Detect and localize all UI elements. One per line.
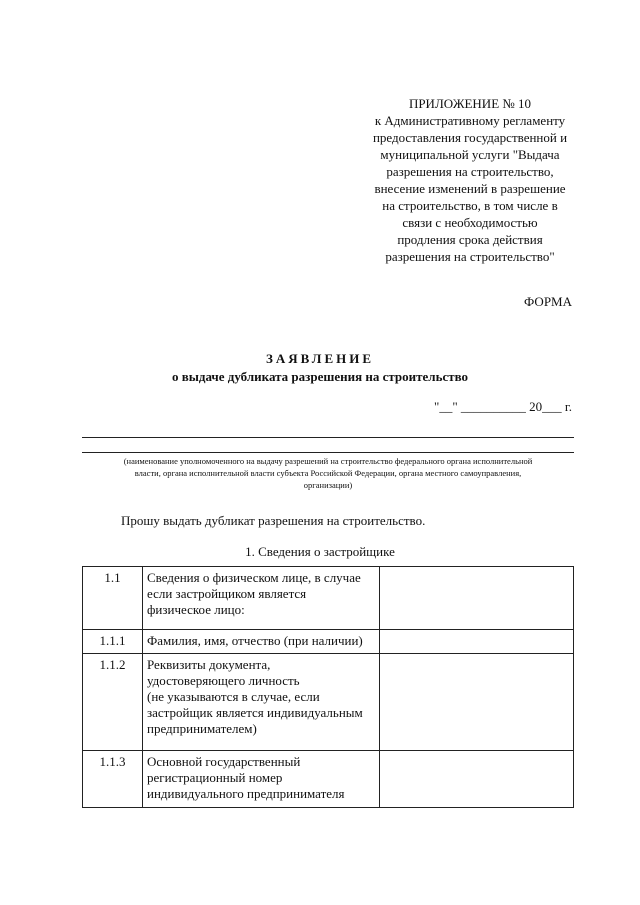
authority-line-1[interactable]	[82, 437, 574, 438]
row-number: 1.1.2	[83, 654, 143, 751]
document-subtitle: о выдаче дубликата разрешения на строительство	[171, 369, 469, 384]
row-description-line: предпринимателем)	[147, 721, 257, 736]
authority-line-2[interactable]	[82, 452, 574, 453]
row-description-line: если застройщиком является	[147, 586, 307, 601]
appendix-line: связи с необходимостью	[402, 215, 538, 230]
appendix-line: на строительство, в том числе в	[382, 198, 558, 213]
appendix-line: ПРИЛОЖЕНИЕ № 10	[408, 96, 532, 111]
form-label: ФОРМА	[524, 294, 572, 309]
row-description-line: удостоверяющего личность	[147, 673, 300, 688]
authority-caption-line: власти, органа исполнительной власти субъекта Российской Федерации, органа местного самоуправления,	[134, 468, 522, 478]
row-value-field[interactable]	[380, 567, 574, 630]
appendix-line: предоставления государственной и	[372, 130, 568, 145]
row-description-line: Реквизиты документа,	[147, 657, 271, 672]
table-row	[83, 654, 574, 751]
appendix-line: к Административному регламенту	[374, 113, 566, 128]
table-row	[83, 567, 574, 630]
row-description-line: Фамилия, имя, отчество (при наличии)	[147, 633, 363, 648]
row-description	[143, 567, 380, 630]
row-description-line: регистрационный номер	[147, 770, 283, 785]
row-value-field[interactable]	[380, 751, 574, 808]
document-title: ЗАЯВЛЕНИЕ	[265, 351, 375, 366]
table-row	[83, 751, 574, 808]
appendix-line: муниципальной услуги "Выдача	[380, 147, 560, 162]
row-description-line: (не указываются в случае, если	[147, 689, 320, 704]
section-title: 1. Сведения о застройщике	[245, 544, 395, 559]
row-description-line: индивидуального предпринимателя	[147, 786, 345, 801]
appendix-line: разрешения на строительство"	[385, 249, 555, 264]
row-description-line: Основной государственный	[147, 754, 301, 769]
row-number: 1.1.3	[83, 751, 143, 808]
table-row	[83, 630, 574, 654]
row-description	[143, 751, 380, 808]
appendix-line: разрешения на строительство,	[386, 164, 554, 179]
row-description-line: Сведения о физическом лице, в случае	[147, 570, 361, 585]
row-description-line: застройщик является индивидуальным	[147, 705, 363, 720]
authority-caption-line: организации)	[303, 480, 353, 490]
row-value-field[interactable]	[380, 654, 574, 751]
row-description-line: физическое лицо:	[147, 602, 245, 617]
date-field[interactable]: "__" __________ 20___ г.	[434, 399, 572, 414]
row-number: 1.1	[83, 567, 143, 630]
authority-caption-line: (наименование уполномоченного на выдачу разрешений на строительство федерального органа исполнительной	[123, 456, 533, 466]
row-description	[143, 654, 380, 751]
request-text: Прошу выдать дубликат разрешения на строительство.	[121, 513, 426, 528]
appendix-header	[350, 95, 590, 265]
appendix-line: внесение изменений в разрешение	[374, 181, 566, 196]
authority-caption	[82, 455, 574, 491]
row-number: 1.1.1	[83, 630, 143, 654]
row-description	[143, 630, 380, 654]
applicant-table	[82, 566, 574, 808]
row-value-field[interactable]	[380, 630, 574, 654]
appendix-line: продления срока действия	[397, 232, 543, 247]
